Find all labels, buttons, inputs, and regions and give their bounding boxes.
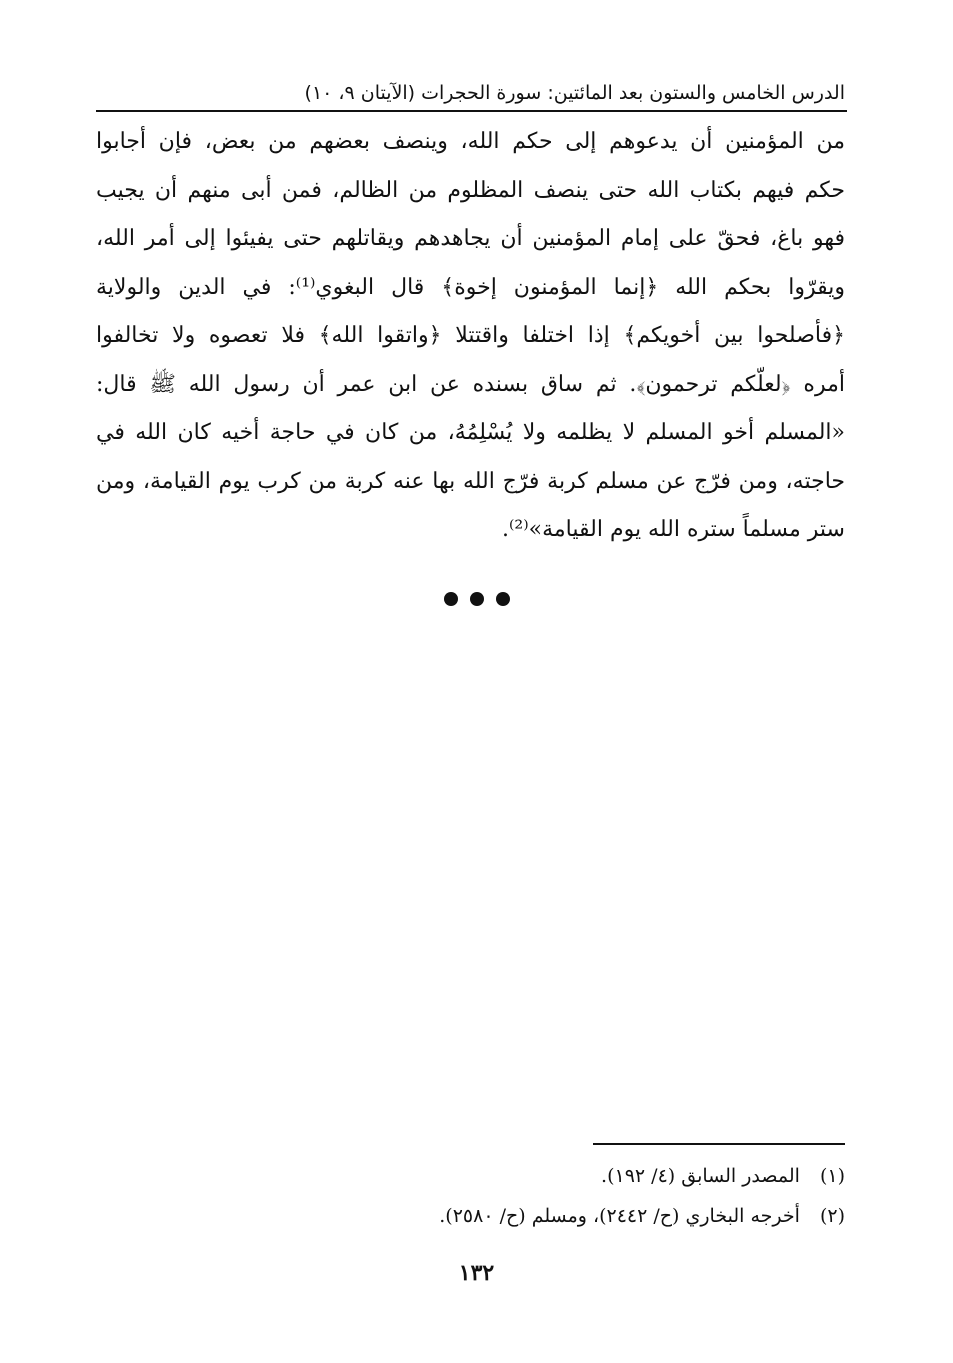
body-line: أمره ﴿لعلّكم ترحمون﴾. ثم ساق بسنده عن ابن عمر أن رسول الله ﷺ قال: [96,371,845,397]
body-line: «المسلم أخو المسلم لا يظلمه ولا يُسْلِمُهُ، من كان في حاجة أخيه كان الله في [96,420,845,445]
body-line: حكم فيهم بكتاب الله حتى ينصف المظلوم من الظالم، فمن أبى منهم أن يجيب [96,177,845,203]
footnote-number: (٢) [819,1205,845,1227]
body-line: ﴿فأصلحوا بين أخويكم﴾ إذا اختلفا واقتتلا ﴿واتقوا الله﴾ فلا تعصوه ولا تخالفوا [96,323,845,348]
footnote-text: المصدر السابق (٤/ ١٩٢). [601,1165,800,1187]
footnote-number: (١) [819,1165,845,1187]
body-line: حاجته، ومن فرّج عن مسلم كربة فرّج الله بها عنه كربة من كرب يوم القيامة، ومن [96,468,845,494]
separator-dot [444,592,458,606]
page-number: ١٣٢ [458,1260,495,1286]
section-separator [0,592,953,606]
footnote-2 [300,1196,845,1236]
footnote-rule [593,1143,845,1145]
footnote-1 [300,1156,845,1196]
footnote-text: أخرجه البخاري (ح/ ٢٤٤٢)، ومسلم (ح/ ٢٥٨٠). [439,1205,800,1227]
body-line: ستر مسلماً ستره الله يوم القيامة»⁽²⁾. [502,517,845,542]
header-rule [96,110,847,112]
separator-dot [470,592,484,606]
running-header: الدرس الخامس والستون بعد المائتين: سورة الحجرات (الآيتان ٩، ١٠) [304,82,845,104]
separator-dot [496,592,510,606]
body-text [96,118,845,555]
body-line: ويقرّوا بحكم الله ﴿إنما المؤمنون إخوة﴾ قال البغوي⁽¹⁾: في الدين والولاية [96,274,845,300]
footnotes [300,1156,845,1236]
body-line: فهو باغ، فحقّ على إمام المؤمنين أن يجاهدهم ويقاتلهم حتى يفيئوا إلى أمر الله، [96,226,845,251]
body-line: من المؤمنين أن يدعوهم إلى حكم الله، وينصف بعضهم من بعض، فإن أجابوا [96,129,845,154]
